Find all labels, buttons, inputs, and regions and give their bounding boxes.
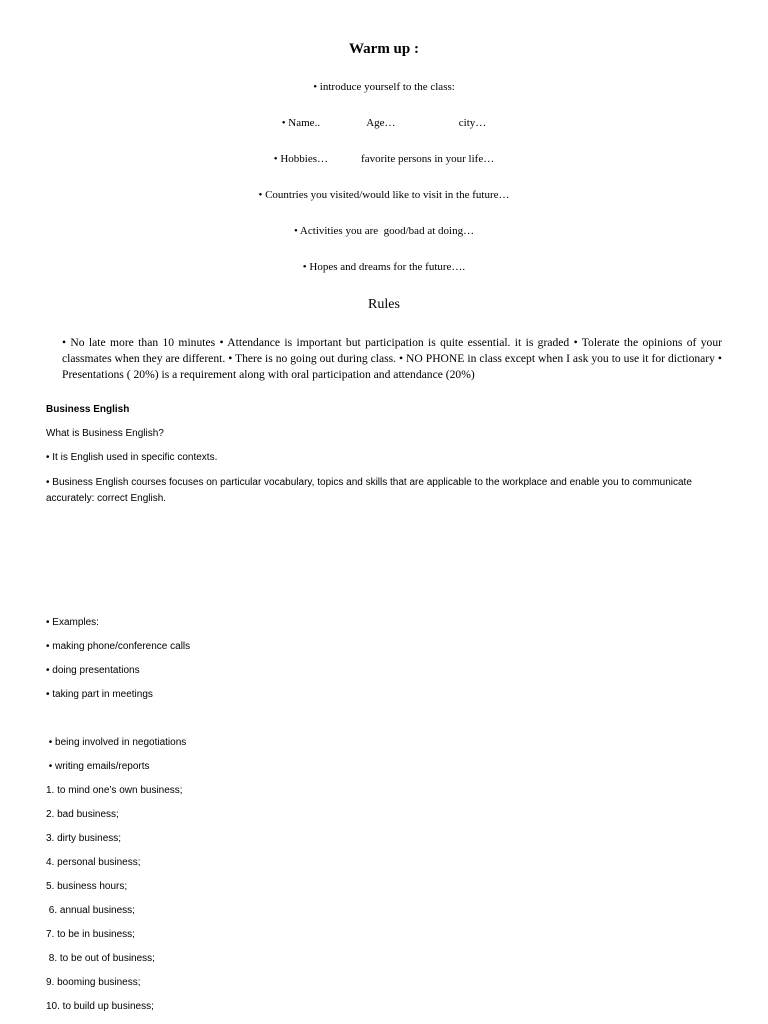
warmup-introduce: • introduce yourself to the class: (313, 81, 455, 93)
business-point-1: • It is English used in specific contexts. (46, 452, 218, 463)
phrase-item: 9. booming business; (46, 977, 141, 988)
rules-heading: Rules (368, 297, 400, 312)
phrase-item: 6. annual business; (46, 905, 135, 916)
phrase-item: 10. to build up business; (46, 1001, 154, 1012)
list-item: • writing emails/reports (46, 761, 150, 772)
phrase-item: 4. personal business; (46, 857, 141, 868)
business-point-2: • Business English courses focuses on particular vocabulary, topics and skills that are applicable to the workplace and enable you to communicate accurately: correct English. (46, 477, 692, 504)
business-question: What is Business English? (46, 428, 164, 439)
warmup-activities-line: • Activities you are good/bad at doing… (293, 225, 475, 237)
examples-label: • Examples: (46, 617, 99, 628)
phrase-item: 5. business hours; (46, 881, 128, 892)
list-item: • being involved in negotiations (46, 737, 187, 748)
warmup-countries-line: • Countries you visited/would like to visit in the future… (258, 189, 510, 201)
phrase-item: 3. dirty business; (46, 833, 122, 844)
rules-text: • No late more than 10 minutes • Attendance is important but participation is quite essential. it is graded • Tolerate the opinions of your classmates when they are different. • There is no going out during class. • NO PHONE in class except when I ask you to use it for dictionary • Presentations ( 20%) is a requirement along with oral participation and attendance (20%) (62, 336, 722, 381)
list-item: • making phone/conference calls (46, 641, 191, 652)
phrase-item: 7. to be in business; (46, 929, 135, 940)
list-item: • doing presentations (46, 665, 140, 676)
page-title: Warm up : (348, 41, 419, 57)
phrase-item: 1. to mind one’s own business; (46, 785, 183, 796)
list-item: • taking part in meetings (46, 689, 153, 700)
phrase-item: 8. to be out of business; (46, 953, 155, 964)
warmup-hopes-line: • Hopes and dreams for the future…. (302, 261, 466, 273)
phrase-item: 2. bad business; (46, 809, 119, 820)
business-heading: Business English (46, 404, 130, 415)
warmup-hobbies-line: • Hobbies… favorite persons in your life… (273, 153, 495, 165)
warmup-name-line: • Name.. Age… city… (281, 117, 487, 129)
